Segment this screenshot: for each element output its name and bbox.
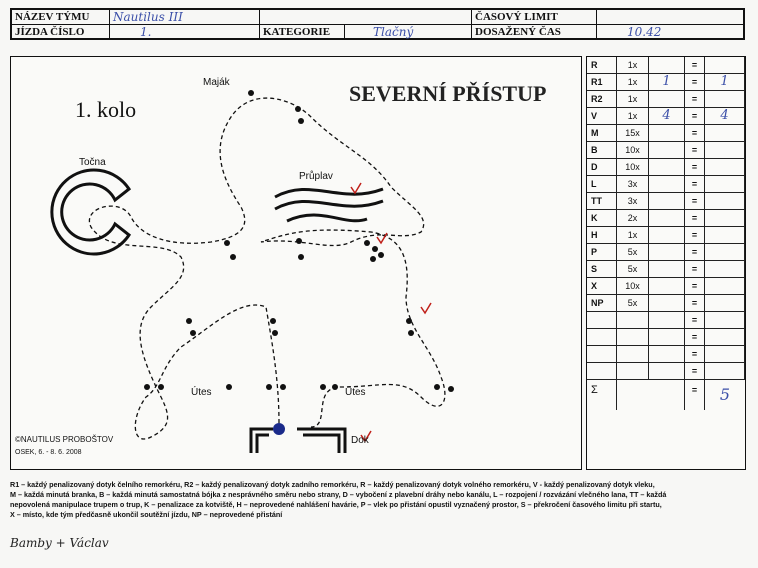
- score-cell-total: [705, 278, 745, 294]
- score-cell-total: [705, 329, 745, 345]
- lighthouse-label: Maják: [203, 77, 230, 88]
- score-cell-code: L: [587, 176, 617, 192]
- round-label: 1. kolo: [75, 97, 137, 122]
- score-cell-code: TT: [587, 193, 617, 209]
- score-cell-code: K: [587, 210, 617, 226]
- buoy: [332, 384, 338, 390]
- score-row: [587, 278, 745, 295]
- buoy: [434, 384, 440, 390]
- score-cell-code: M: [587, 125, 617, 141]
- score-cell-total: [705, 159, 745, 175]
- score-cell-count: [649, 176, 685, 192]
- score-row: [587, 57, 745, 74]
- buoy: [295, 106, 301, 112]
- score-cell-mult: 1x: [617, 74, 649, 90]
- score-cell-mult: 5x: [617, 295, 649, 311]
- score-cell-count: [649, 142, 685, 158]
- score-cell-code: NP: [587, 295, 617, 311]
- channel-line-mid: [275, 201, 383, 209]
- score-cell-mult: 1x: [617, 57, 649, 73]
- score-cell-total: [705, 57, 745, 73]
- score-cell-count: [649, 261, 685, 277]
- score-cell-mult: 3x: [617, 176, 649, 192]
- score-cell-code: R1: [587, 74, 617, 90]
- score-cell-total: [705, 244, 745, 260]
- score-cell-count: [649, 227, 685, 243]
- score-cell-eq: =: [685, 312, 705, 328]
- credit-text: ©NAUTILUS PROBOŠTOV: [15, 435, 114, 444]
- score-cell-total: [705, 193, 745, 209]
- score-cell-mult: 1x: [617, 108, 649, 124]
- score-cell-mult: [617, 312, 649, 328]
- score-cell-total: 1: [705, 74, 745, 90]
- sum-row: [587, 380, 745, 410]
- buoy: [378, 252, 384, 258]
- team-label: NÁZEV TÝMU: [12, 10, 110, 25]
- buoy: [224, 240, 230, 246]
- score-cell-count: [649, 278, 685, 294]
- score-row: [587, 363, 745, 380]
- score-cell-eq: =: [685, 261, 705, 277]
- score-cell-total: [705, 142, 745, 158]
- score-row: [587, 176, 745, 193]
- score-cell-mult: [617, 329, 649, 345]
- score-cell-count: [649, 295, 685, 311]
- buoy: [298, 254, 304, 260]
- score-row: [587, 91, 745, 108]
- score-cell-count: [649, 329, 685, 345]
- buoys: [144, 90, 454, 392]
- buoy: [372, 246, 378, 252]
- score-cell-eq: =: [685, 176, 705, 192]
- buoy: [298, 118, 304, 124]
- score-cell-mult: 10x: [617, 142, 649, 158]
- score-cell-mult: 10x: [617, 278, 649, 294]
- score-cell-total: [705, 176, 745, 192]
- score-cell-code: D: [587, 159, 617, 175]
- score-cell-code: R2: [587, 91, 617, 107]
- score-cell-eq: =: [685, 227, 705, 243]
- cliff-label-left: Útes: [191, 387, 212, 398]
- score-cell-count: [649, 159, 685, 175]
- buoy: [448, 386, 454, 392]
- score-cell-code: R: [587, 57, 617, 73]
- event-text: OSEK, 6. - 8. 6. 2008: [15, 449, 82, 456]
- buoy: [266, 384, 272, 390]
- buoy: [296, 238, 302, 244]
- buoy: [320, 384, 326, 390]
- map-title: SEVERNÍ PŘÍSTUP: [349, 81, 547, 106]
- score-cell-total: [705, 125, 745, 141]
- score-cell-count: [649, 363, 685, 379]
- score-row: [587, 346, 745, 363]
- score-row: [587, 227, 745, 244]
- score-cell-count: [649, 210, 685, 226]
- blank-cell: [260, 10, 472, 25]
- penalty-mark: [351, 183, 361, 193]
- buoy: [226, 384, 232, 390]
- legend-line: nepovolená manipulace trupem o trup, K – penalizace za kotviště, H – neprovedené nahlášení havárie, P – vlek po přistání opustil vyznačený prostor, S – překročení časového limitu při startu,: [10, 500, 662, 509]
- category-value: Tlačný: [345, 25, 472, 40]
- time-reached-value: 10.42: [627, 25, 662, 39]
- score-cell-code: [587, 363, 617, 379]
- score-cell-mult: 10x: [617, 159, 649, 175]
- score-cell-code: S: [587, 261, 617, 277]
- score-cell-eq: =: [685, 329, 705, 345]
- score-row: [587, 74, 745, 91]
- sum-symbol: Σ: [587, 380, 617, 410]
- score-cell-code: [587, 312, 617, 328]
- score-cell-count: [649, 346, 685, 362]
- score-row: [587, 261, 745, 278]
- score-cell-eq: =: [685, 278, 705, 294]
- buoy: [272, 330, 278, 336]
- turntable-label: Točna: [79, 157, 106, 168]
- score-cell-mult: 2x: [617, 210, 649, 226]
- score-cell-code: P: [587, 244, 617, 260]
- cliff-label-right: Útes: [345, 387, 366, 398]
- legend-line: X – místo, kde tým předčasně ukončil soutěžní jízdu, NP – neprovedené přistání: [10, 510, 283, 519]
- buoy: [280, 384, 286, 390]
- score-cell-code: B: [587, 142, 617, 158]
- score-cell-count: [649, 312, 685, 328]
- score-row: [587, 329, 745, 346]
- buoy: [370, 256, 376, 262]
- turntable-shape: [52, 170, 129, 254]
- dock-label: Dok: [351, 435, 369, 446]
- score-row: [587, 295, 745, 312]
- score-cell-count: 4: [649, 108, 685, 124]
- buoy: [190, 330, 196, 336]
- buoy: [270, 318, 276, 324]
- score-cell-total: 4: [705, 108, 745, 124]
- score-cell-mult: 15x: [617, 125, 649, 141]
- header-table: [10, 8, 745, 40]
- score-cell-code: X: [587, 278, 617, 294]
- scoring-table: [586, 56, 746, 470]
- score-cell-total: [705, 312, 745, 328]
- sum-empty: [617, 380, 685, 410]
- score-cell-total: [705, 227, 745, 243]
- score-row: [587, 193, 745, 210]
- score-cell-mult: 5x: [617, 261, 649, 277]
- buoy: [406, 318, 412, 324]
- score-cell-mult: 5x: [617, 244, 649, 260]
- time-limit-label: ČASOVÝ LIMIT: [472, 10, 597, 25]
- score-cell-eq: =: [685, 210, 705, 226]
- score-cell-code: V: [587, 108, 617, 124]
- score-cell-count: [649, 125, 685, 141]
- legend: [10, 480, 750, 520]
- score-cell-eq: =: [685, 91, 705, 107]
- score-cell-eq: =: [685, 295, 705, 311]
- buoy: [144, 384, 150, 390]
- score-cell-count: [649, 57, 685, 73]
- buoy: [186, 318, 192, 324]
- legend-line: R1 – každý penalizovaný dotyk čelního remorkéru, R2 – každý penalizovaný dotyk zadního remorkéru, R – každý penalizovaný dotyk volného remorkéru, V - každý penalizovaný dotyk vleku,: [10, 480, 655, 489]
- buoy: [158, 384, 164, 390]
- boat-marker: [273, 423, 285, 435]
- score-cell-total: [705, 261, 745, 277]
- dock-shape: [251, 429, 345, 453]
- score-cell-eq: =: [685, 142, 705, 158]
- score-cell-count: 1: [649, 74, 685, 90]
- channel-line-bot: [287, 215, 367, 221]
- score-cell-total: [705, 295, 745, 311]
- score-cell-mult: [617, 346, 649, 362]
- signature: Bamby + Václav: [10, 536, 109, 550]
- score-row: [587, 142, 745, 159]
- score-cell-eq: =: [685, 125, 705, 141]
- score-cell-count: [649, 244, 685, 260]
- buoy: [408, 330, 414, 336]
- score-cell-eq: =: [685, 57, 705, 73]
- score-cell-eq: =: [685, 193, 705, 209]
- score-cell-total: [705, 346, 745, 362]
- score-cell-eq: =: [685, 74, 705, 90]
- score-cell-total: [705, 91, 745, 107]
- course-map: [10, 56, 582, 470]
- score-cell-mult: 3x: [617, 193, 649, 209]
- buoy: [248, 90, 254, 96]
- score-row: [587, 159, 745, 176]
- score-row: [587, 210, 745, 227]
- channel-label: Průplav: [299, 171, 333, 182]
- score-cell-code: [587, 329, 617, 345]
- channel-line-top: [275, 189, 383, 197]
- score-row: [587, 312, 745, 329]
- score-cell-mult: [617, 363, 649, 379]
- penalty-mark: [421, 303, 431, 313]
- score-row: [587, 108, 745, 125]
- score-cell-mult: 1x: [617, 91, 649, 107]
- team-value: Nautilus III: [110, 10, 260, 25]
- score-cell-total: [705, 363, 745, 379]
- sum-value: 5: [719, 385, 731, 404]
- score-cell-count: [649, 193, 685, 209]
- score-cell-eq: =: [685, 346, 705, 362]
- ride-value: 1.: [110, 25, 260, 40]
- score-cell-code: [587, 346, 617, 362]
- score-cell-mult: 1x: [617, 227, 649, 243]
- sum-eq: =: [685, 380, 705, 410]
- score-cell-eq: =: [685, 108, 705, 124]
- score-cell-total: [705, 210, 745, 226]
- score-cell-eq: =: [685, 363, 705, 379]
- ride-label: JÍZDA ČÍSLO: [12, 25, 110, 40]
- score-row: [587, 244, 745, 261]
- score-cell-eq: =: [685, 159, 705, 175]
- score-cell-count: [649, 91, 685, 107]
- buoy: [364, 240, 370, 246]
- buoy: [230, 254, 236, 260]
- score-cell-code: H: [587, 227, 617, 243]
- category-label: KATEGORIE: [260, 25, 345, 40]
- time-limit-value: [597, 10, 743, 25]
- score-row: [587, 125, 745, 142]
- time-reached-label: DOSAŽENÝ ČAS: [472, 25, 597, 40]
- score-cell-eq: =: [685, 244, 705, 260]
- legend-line: M – každá minutá branka, B – každá minutá samostatná bójka z nesprávného směru nebo strany, D – vybočení z plavební dráhy nebo kanálu, L – rozpojení / rozvázání vlečného lana, TT – každá: [10, 490, 667, 499]
